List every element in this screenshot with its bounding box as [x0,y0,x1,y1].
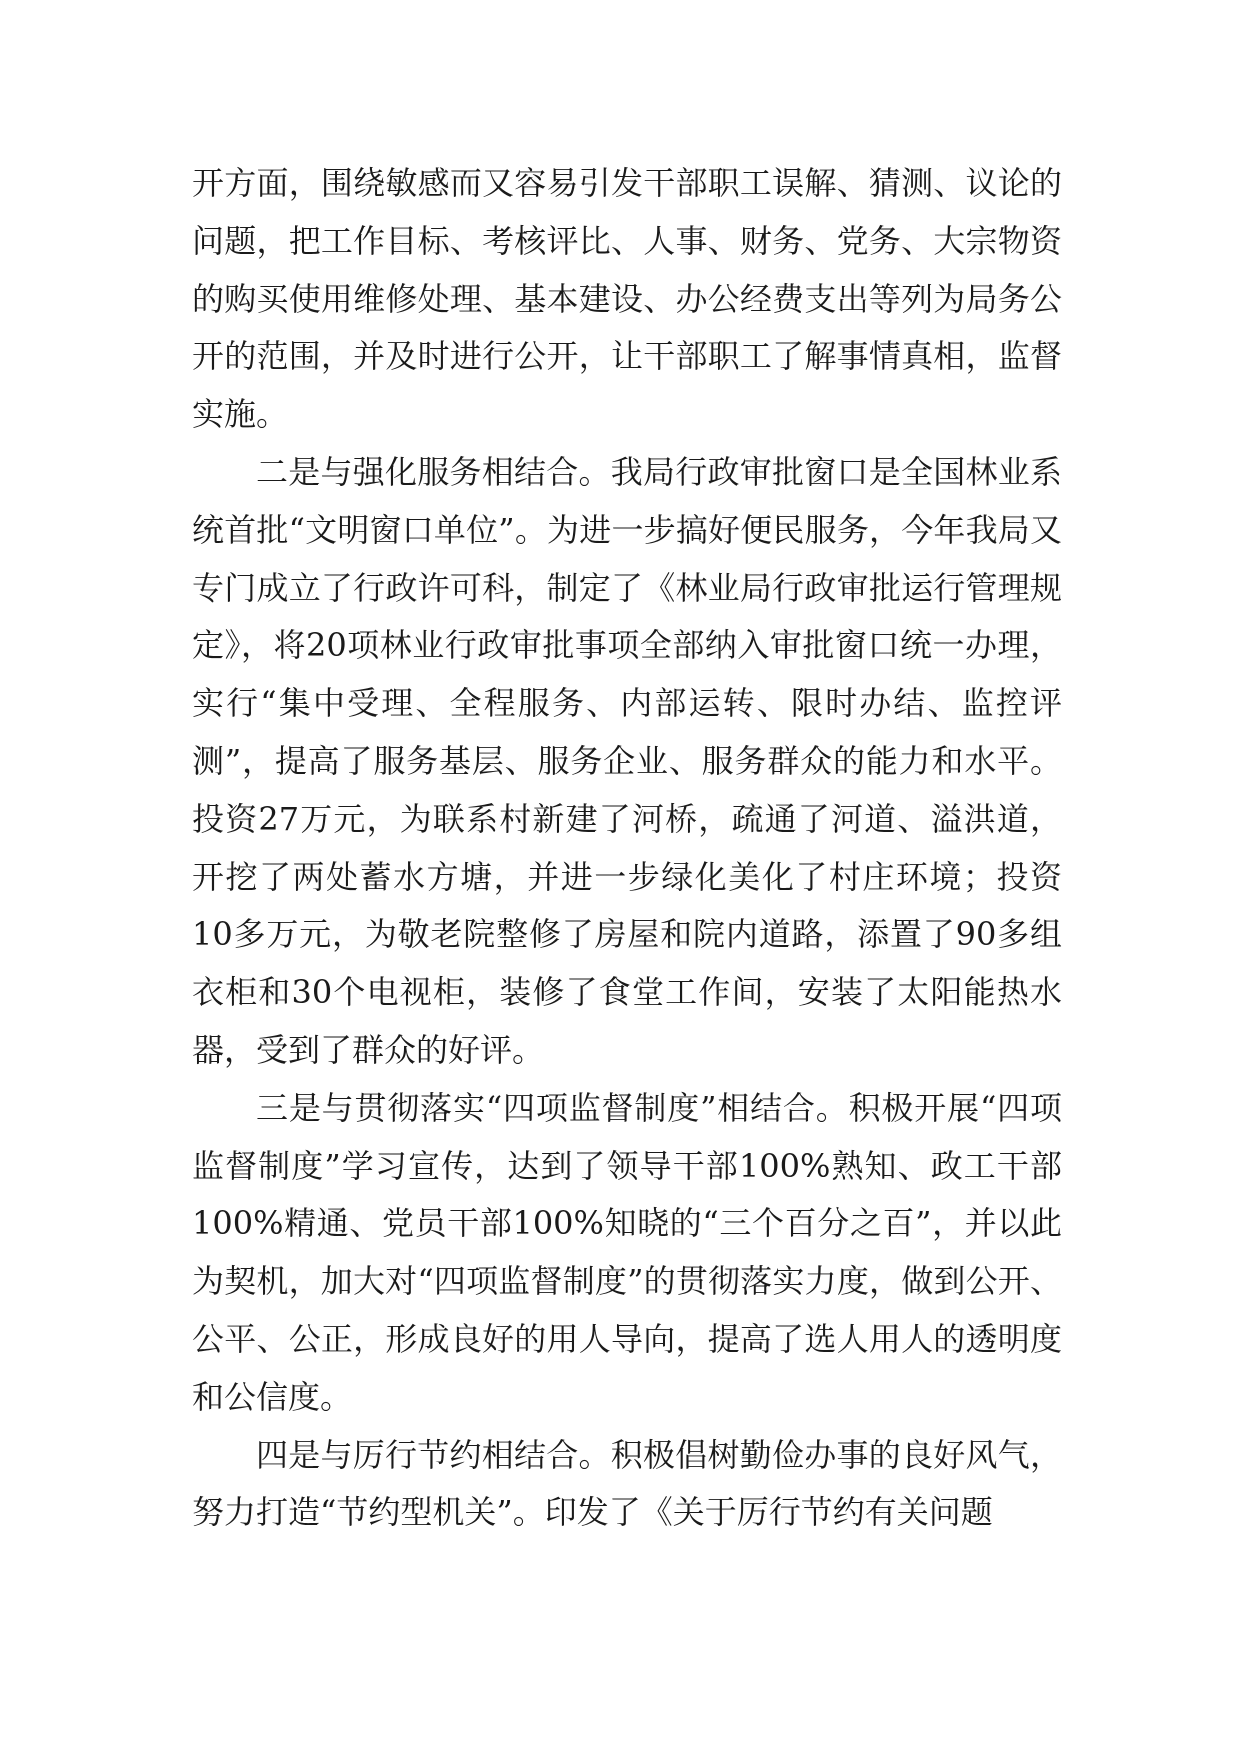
paragraph-2: 二是与强化服务相结合。我局行政审批窗口是全国林业系统首批“文明窗口单位”。为进一步搞好便民服务，今年我局又专门成立了行政许可科，制定了《林业局行政审批运行管理规定》，将20项林业行政审批事项全部纳入审批窗口统一办理，实行“集中受理、全程服务、内部运转、限时办结、监控评测”，提高了服务基层、服务企业、服务群众的能力和水平。投资27万元，为联系村新建了河桥，疏通了河道、溢洪道，开挖了两处蓄水方塘，并进一步绿化美化了村庄环境；投资10多万元，为敬老院整修了房屋和院内道路，添置了90多组衣柜和30个电视柜，装修了食堂工作间，安装了太阳能热水器，受到了群众的好评。 [192,452,1062,1069]
paragraph-3: 三是与贯彻落实“四项监督制度”相结合。积极开展“四项监督制度”学习宣传，达到了领导干部100%熟知、政工干部100%精通、党员干部100%知晓的“三个百分之百”，并以此为契机，加大对“四项监督制度”的贯彻落实力度，做到公开、公平、公正，形成良好的用人导向，提高了选人用人的透明度和公信度。 [192,1088,1062,1416]
paragraph-4: 四是与厉行节约相结合。积极倡树勤俭办事的良好风气，努力打造“节约型机关”。印发了《关于厉行节约有关问题 [192,1435,1062,1532]
document-body [192,155,1062,1542]
paragraph-1: 开方面，围绕敏感而又容易引发干部职工误解、猜测、议论的问题，把工作目标、考核评比、人事、财务、党务、大宗物资的购买使用维修处理、基本建设、办公经费支出等列为局务公开的范围，并及时进行公开，让干部职工了解事情真相，监督实施。 [192,164,1062,434]
